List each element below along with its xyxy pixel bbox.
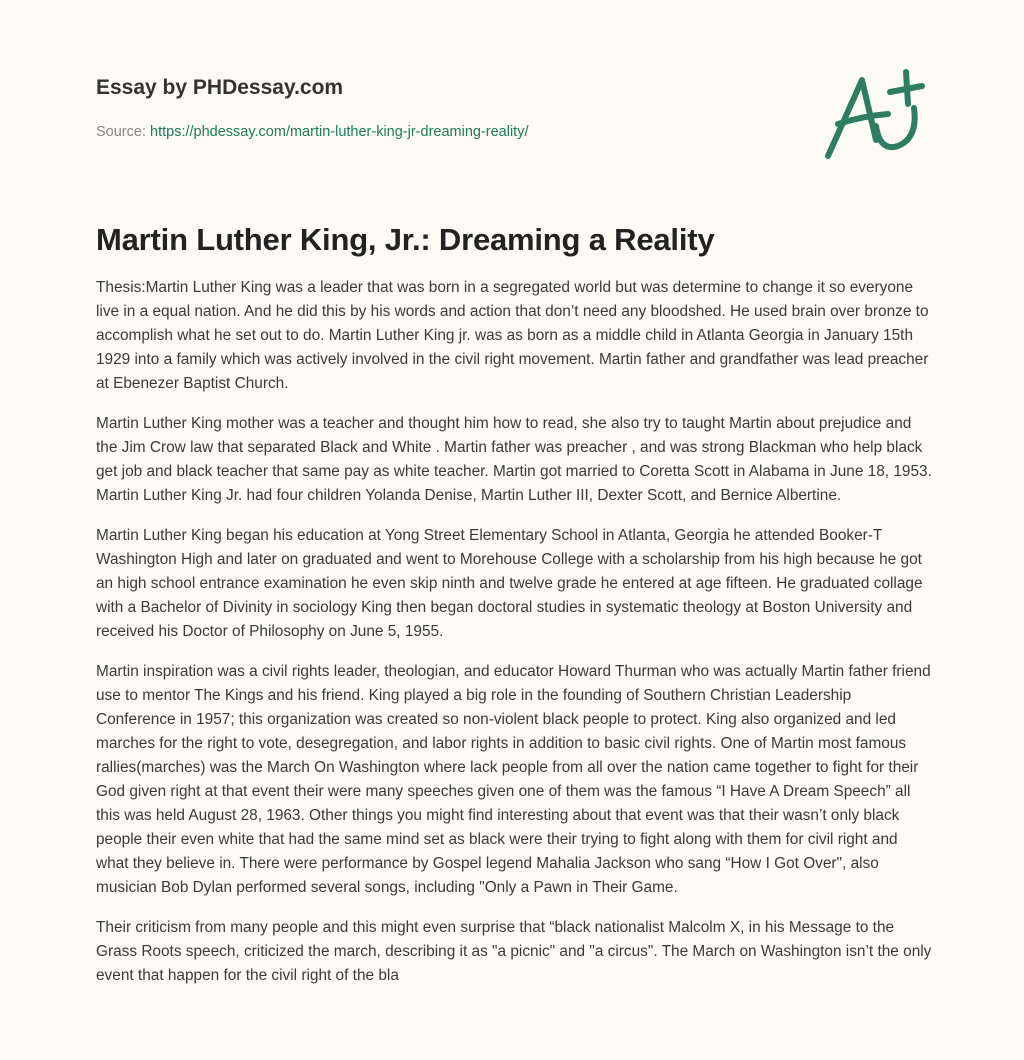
essay-title: Martin Luther King, Jr.: Dreaming a Reality [96,222,715,257]
source-line [96,124,529,140]
source-link[interactable]: https://phdessay.com/martin-luther-king-jr-dreaming-reality/ [150,124,529,140]
paragraph: Thesis:Martin Luther King was a leader that was born in a segregated world but was determine to change it so everyone live in a equal nation. And he did this by his words and action that don’t need any bloodshed. He used brain over bronze to accomplish what he set out to do. Martin Luther King jr. was as born as a middle child in Atlanta Georgia in January 15th 1929 into a family which was actively involved in the civil right movement. Martin father and grandfather was lead preacher at Ebenezer Baptist Church. [96,279,929,392]
paragraph: Martin Luther King mother was a teacher and thought him how to read, she also try to taught Martin about prejudice and the Jim Crow law that separated Black and White . Martin father was preacher , and was strong Blackman who help black get job and black teacher that same pay as white teacher. Martin got married to Coretta Scott in Alabama in June 18, 1953. Martin Luther King Jr. had four children Yolanda Denise, Martin Luther III, Dexter Scott, and Bernice Albertine. [96,415,932,504]
essay-body [96,276,932,1004]
a-plus-logo-icon [818,64,938,174]
paragraph: Martin inspiration was a civil rights leader, theologian, and educator Howard Thurman who was actually Martin father friend use to mentor The Kings and his friend. King played a big role in the founding of Southern Christian Leadership Conference in 1957; this organization was created so non-violent black people to protect. King also organized and led marches for the right to vote, desegregation, and labor rights in addition to basic civil rights. One of Martin most famous rallies(marches) was the March On Washington where lack people from all over the nation came together to fight for their God given right at that event their were many speeches given one of them was the famous “I Have A Dream Speech” all this was held August 28, 1963. Other things you might find interesting about that event was that their wasn’t only black people their even white that had the same mind set as black were their trying to fight along with them for civil right and what they believe in. There were performance by Gospel legend Mahalia Jackson who sang “How I Got Over", also musician Bob Dylan performed several songs, including "Only a Pawn in Their Game. [96,663,931,896]
paragraph: Their criticism from many people and this might even surprise that “black nationalist Malcolm X, in his Message to the Grass Roots speech, criticized the march, describing it as "a picnic" and "a circus". The March on Washington isn’t the only event that happen for the civil right of the bla [96,919,932,984]
brand-title: Essay by PHDessay.com [96,76,344,99]
paragraph: Martin Luther King began his education at Yong Street Elementary School in Atlanta, Georgia he attended Booker-T Washington High and later on graduated and went to Morehouse College with a scholarship from his high because he got an high school entrance examination he even skip ninth and twelve grade he entered at age fifteen. He graduated collage with a Bachelor of Divinity in sociology King then began doctoral studies in systematic theology at Boston University and received his Doctor of Philosophy on June 5, 1955. [96,527,923,640]
source-label: Source: [96,124,146,140]
